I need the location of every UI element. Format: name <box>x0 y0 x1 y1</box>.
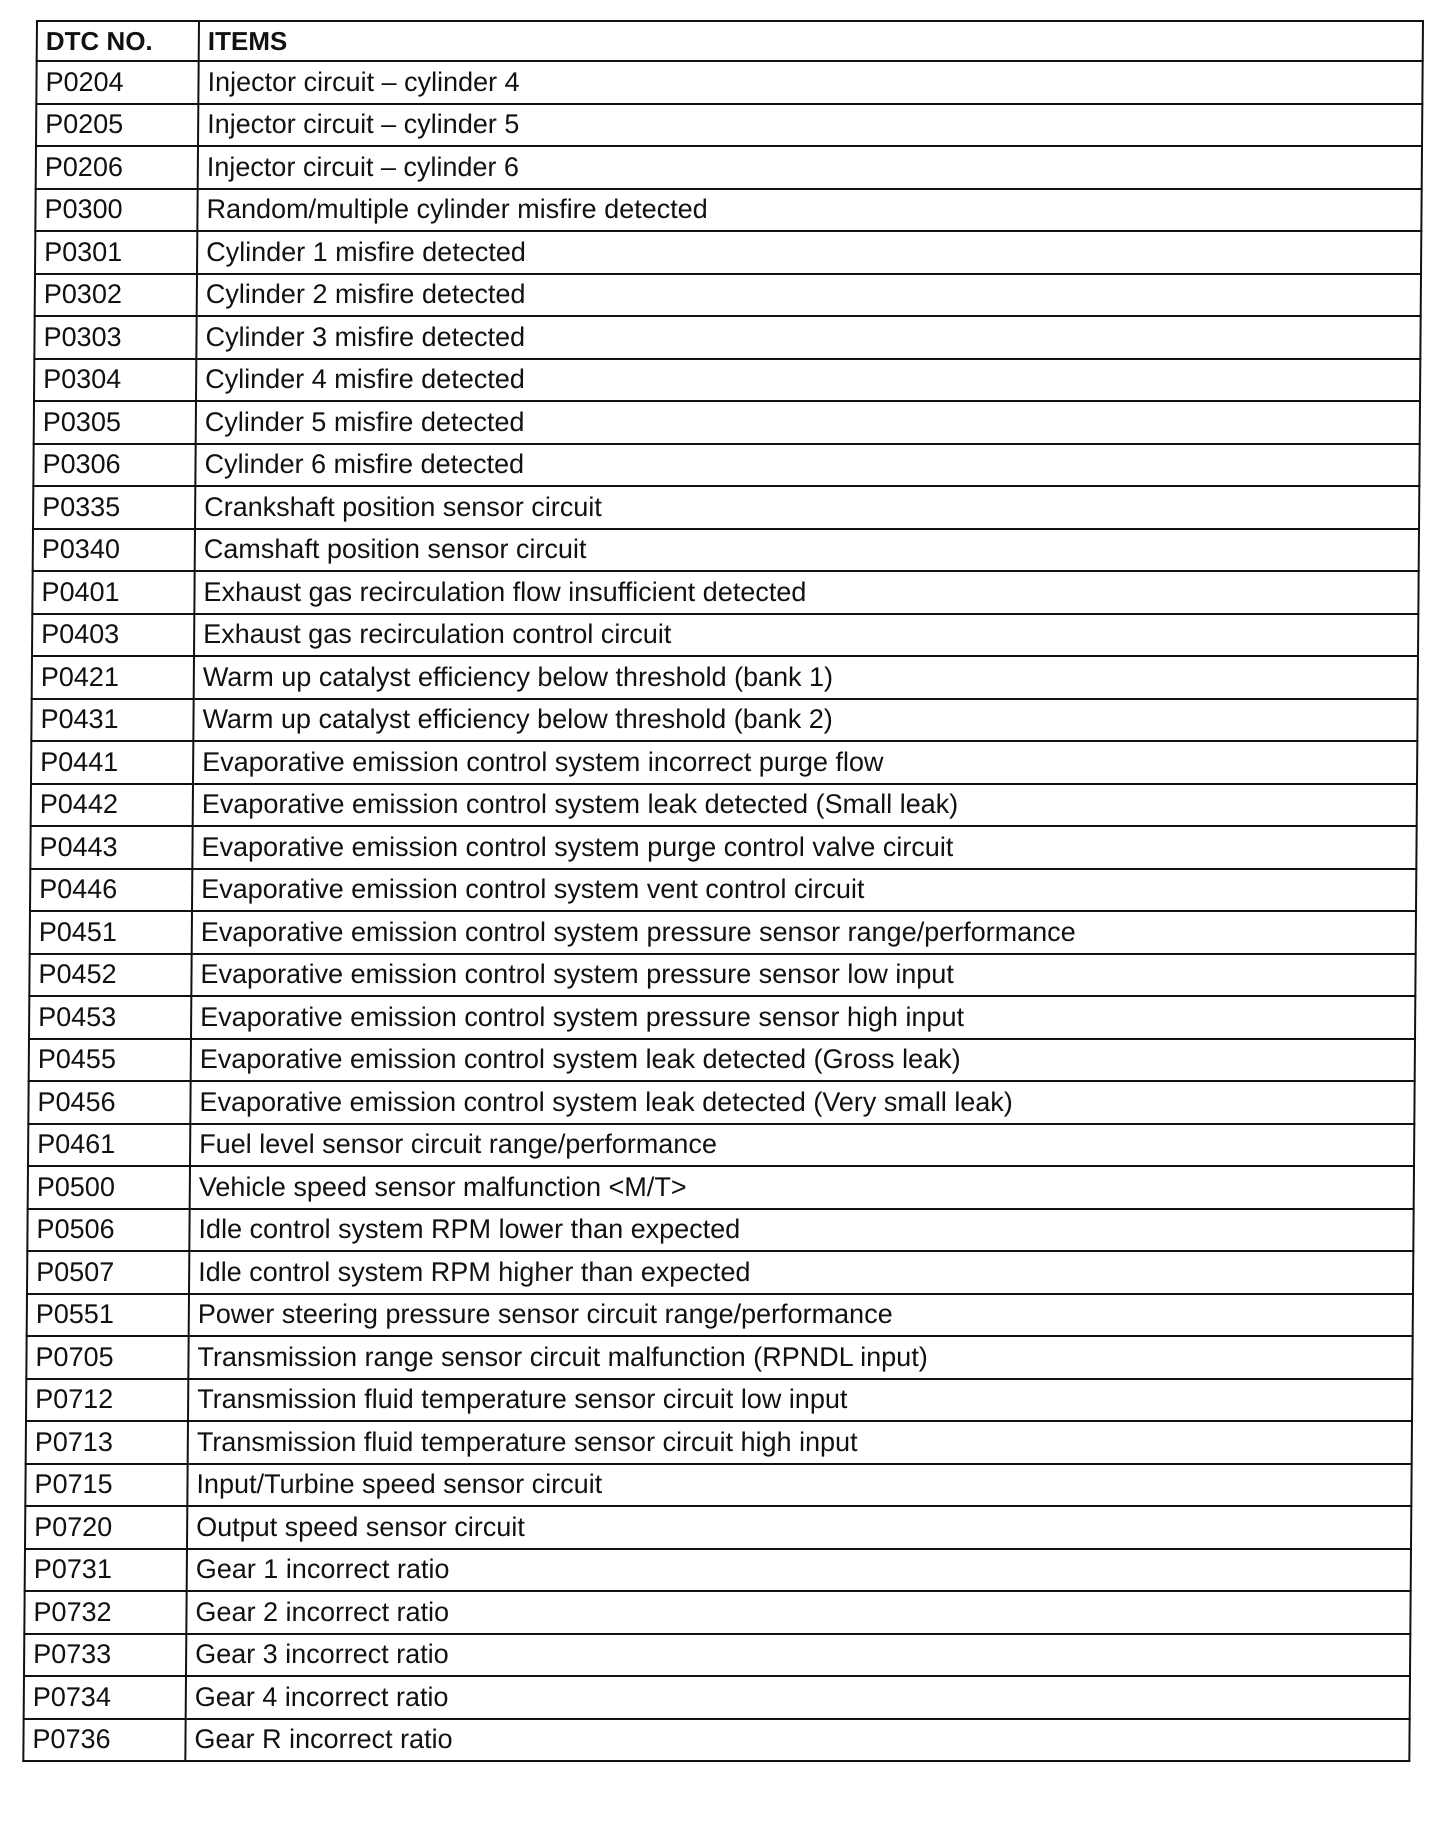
table-row <box>24 1591 1410 1634</box>
dtc-code-cell: P0734 <box>24 1676 186 1719</box>
table-header <box>37 21 1423 61</box>
dtc-item-cell: Transmission fluid temperature sensor circuit low input <box>188 1379 1412 1422</box>
dtc-item-cell: Fuel level sensor circuit range/performance <box>190 1124 1414 1167</box>
table-row <box>32 656 1418 699</box>
dtc-item-cell: Evaporative emission control system pressure sensor high input <box>191 996 1415 1039</box>
dtc-item-cell: Evaporative emission control system leak detected (Gross leak) <box>191 1039 1415 1082</box>
dtc-item-cell: Injector circuit – cylinder 5 <box>198 104 1422 147</box>
dtc-code-cell: P0442 <box>31 784 193 827</box>
dtc-item-cell: Injector circuit – cylinder 4 <box>198 61 1422 104</box>
table-row <box>28 1124 1414 1167</box>
dtc-item-cell: Cylinder 2 misfire detected <box>197 274 1421 317</box>
dtc-item-cell: Cylinder 1 misfire detected <box>197 231 1421 274</box>
dtc-code-cell: P0733 <box>24 1634 186 1677</box>
table-row <box>32 571 1418 614</box>
table-row <box>25 1549 1411 1592</box>
dtc-code-cell: P0461 <box>28 1124 190 1167</box>
dtc-item-cell: Cylinder 4 misfire detected <box>196 359 1420 402</box>
table-row <box>35 274 1421 317</box>
table-row <box>27 1294 1413 1337</box>
dtc-code-cell: P0206 <box>36 146 198 189</box>
dtc-code-cell: P0713 <box>26 1421 188 1464</box>
table-row <box>29 996 1415 1039</box>
dtc-item-cell: Evaporative emission control system leak detected (Small leak) <box>193 784 1417 827</box>
dtc-item-cell: Evaporative emission control system pressure sensor low input <box>191 954 1415 997</box>
dtc-code-cell: P0204 <box>36 61 198 104</box>
dtc-code-cell: P0305 <box>34 401 196 444</box>
table-row <box>29 1039 1415 1082</box>
dtc-item-cell: Exhaust gas recirculation control circuit <box>194 614 1418 657</box>
dtc-item-cell: Exhaust gas recirculation flow insufficient detected <box>194 571 1418 614</box>
dtc-item-cell: Idle control system RPM higher than expected <box>189 1251 1413 1294</box>
dtc-code-cell: P0303 <box>34 316 196 359</box>
dtc-item-cell: Crankshaft position sensor circuit <box>195 486 1419 529</box>
column-header-items: ITEMS <box>199 21 1423 61</box>
dtc-table <box>22 20 1424 1762</box>
table-row <box>31 784 1417 827</box>
table-row <box>25 1464 1411 1507</box>
dtc-item-cell: Gear 3 incorrect ratio <box>186 1634 1410 1677</box>
dtc-code-cell: P0335 <box>33 486 195 529</box>
table-row <box>36 61 1422 104</box>
dtc-code-cell: P0720 <box>25 1506 187 1549</box>
dtc-code-cell: P0340 <box>33 529 195 572</box>
dtc-item-cell: Cylinder 5 misfire detected <box>196 401 1420 444</box>
table-row <box>30 869 1416 912</box>
dtc-code-cell: P0446 <box>30 869 192 912</box>
table-row <box>33 486 1419 529</box>
dtc-code-cell: P0441 <box>31 741 193 784</box>
dtc-code-cell: P0306 <box>33 444 195 487</box>
dtc-code-cell: P0731 <box>25 1549 187 1592</box>
table-row <box>30 826 1416 869</box>
dtc-code-cell: P0301 <box>35 231 197 274</box>
dtc-item-cell: Random/multiple cylinder misfire detected <box>197 189 1421 232</box>
dtc-item-cell: Evaporative emission control system pressure sensor range/performance <box>192 911 1416 954</box>
dtc-item-cell: Warm up catalyst efficiency below threshold (bank 1) <box>194 656 1418 699</box>
dtc-code-cell: P0455 <box>29 1039 191 1082</box>
dtc-code-cell: P0507 <box>27 1251 189 1294</box>
dtc-item-cell: Transmission range sensor circuit malfunction (RPNDL input) <box>188 1336 1412 1379</box>
table-row <box>31 741 1417 784</box>
dtc-code-cell: P0453 <box>29 996 191 1039</box>
dtc-code-cell: P0304 <box>34 359 196 402</box>
dtc-item-cell: Evaporative emission control system vent control circuit <box>192 869 1416 912</box>
table-row <box>24 1634 1410 1677</box>
table-row <box>28 1081 1414 1124</box>
table-row <box>32 614 1418 657</box>
dtc-code-cell: P0712 <box>26 1379 188 1422</box>
table-row <box>23 1719 1409 1762</box>
dtc-item-cell: Output speed sensor circuit <box>187 1506 1411 1549</box>
dtc-code-cell: P0431 <box>31 699 193 742</box>
table-row <box>35 231 1421 274</box>
dtc-code-cell: P0452 <box>29 954 191 997</box>
dtc-code-cell: P0302 <box>35 274 197 317</box>
dtc-code-cell: P0205 <box>36 104 198 147</box>
table-row <box>24 1676 1410 1719</box>
dtc-item-cell: Evaporative emission control system incorrect purge flow <box>193 741 1417 784</box>
dtc-item-cell: Evaporative emission control system purge control valve circuit <box>192 826 1416 869</box>
dtc-item-cell: Gear 4 incorrect ratio <box>186 1676 1410 1719</box>
table-row <box>28 1166 1414 1209</box>
dtc-item-cell: Camshaft position sensor circuit <box>195 529 1419 572</box>
dtc-code-cell: P0300 <box>35 189 197 232</box>
table-row <box>30 911 1416 954</box>
dtc-code-cell: P0451 <box>30 911 192 954</box>
table-row <box>33 444 1419 487</box>
dtc-code-cell: P0715 <box>25 1464 187 1507</box>
dtc-code-cell: P0456 <box>28 1081 190 1124</box>
dtc-item-cell: Evaporative emission control system leak detected (Very small leak) <box>190 1081 1414 1124</box>
table-row <box>25 1506 1411 1549</box>
dtc-item-cell: Injector circuit – cylinder 6 <box>198 146 1422 189</box>
dtc-code-cell: P0443 <box>30 826 192 869</box>
dtc-item-cell: Vehicle speed sensor malfunction <M/T> <box>190 1166 1414 1209</box>
column-header-dtc-no: DTC NO. <box>37 21 199 61</box>
dtc-item-cell: Input/Turbine speed sensor circuit <box>187 1464 1411 1507</box>
table-row <box>36 146 1422 189</box>
table-row <box>35 189 1421 232</box>
dtc-code-cell: P0736 <box>23 1719 185 1762</box>
table-row <box>29 954 1415 997</box>
dtc-item-cell: Transmission fluid temperature sensor circuit high input <box>188 1421 1412 1464</box>
dtc-code-cell: P0705 <box>26 1336 188 1379</box>
dtc-code-cell: P0506 <box>27 1209 189 1252</box>
table-row <box>34 316 1420 359</box>
dtc-code-cell: P0551 <box>27 1294 189 1337</box>
table-row <box>26 1336 1412 1379</box>
document-page <box>32 20 1424 1762</box>
dtc-item-cell: Gear 2 incorrect ratio <box>186 1591 1410 1634</box>
table-row <box>36 104 1422 147</box>
dtc-code-cell: P0732 <box>24 1591 186 1634</box>
dtc-code-cell: P0401 <box>32 571 194 614</box>
table-body <box>23 61 1422 1761</box>
dtc-item-cell: Gear 1 incorrect ratio <box>187 1549 1411 1592</box>
dtc-code-cell: P0500 <box>28 1166 190 1209</box>
dtc-item-cell: Power steering pressure sensor circuit range/performance <box>189 1294 1413 1337</box>
dtc-code-cell: P0403 <box>32 614 194 657</box>
dtc-item-cell: Idle control system RPM lower than expected <box>189 1209 1413 1252</box>
dtc-item-cell: Gear R incorrect ratio <box>185 1719 1409 1762</box>
table-row <box>31 699 1417 742</box>
table-row <box>27 1251 1413 1294</box>
dtc-item-cell: Cylinder 3 misfire detected <box>196 316 1420 359</box>
table-row <box>27 1209 1413 1252</box>
dtc-item-cell: Cylinder 6 misfire detected <box>195 444 1419 487</box>
table-row <box>34 401 1420 444</box>
dtc-code-cell: P0421 <box>32 656 194 699</box>
table-row <box>34 359 1420 402</box>
table-row <box>33 529 1419 572</box>
dtc-item-cell: Warm up catalyst efficiency below threshold (bank 2) <box>193 699 1417 742</box>
header-row <box>37 21 1423 61</box>
table-row <box>26 1421 1412 1464</box>
table-row <box>26 1379 1412 1422</box>
